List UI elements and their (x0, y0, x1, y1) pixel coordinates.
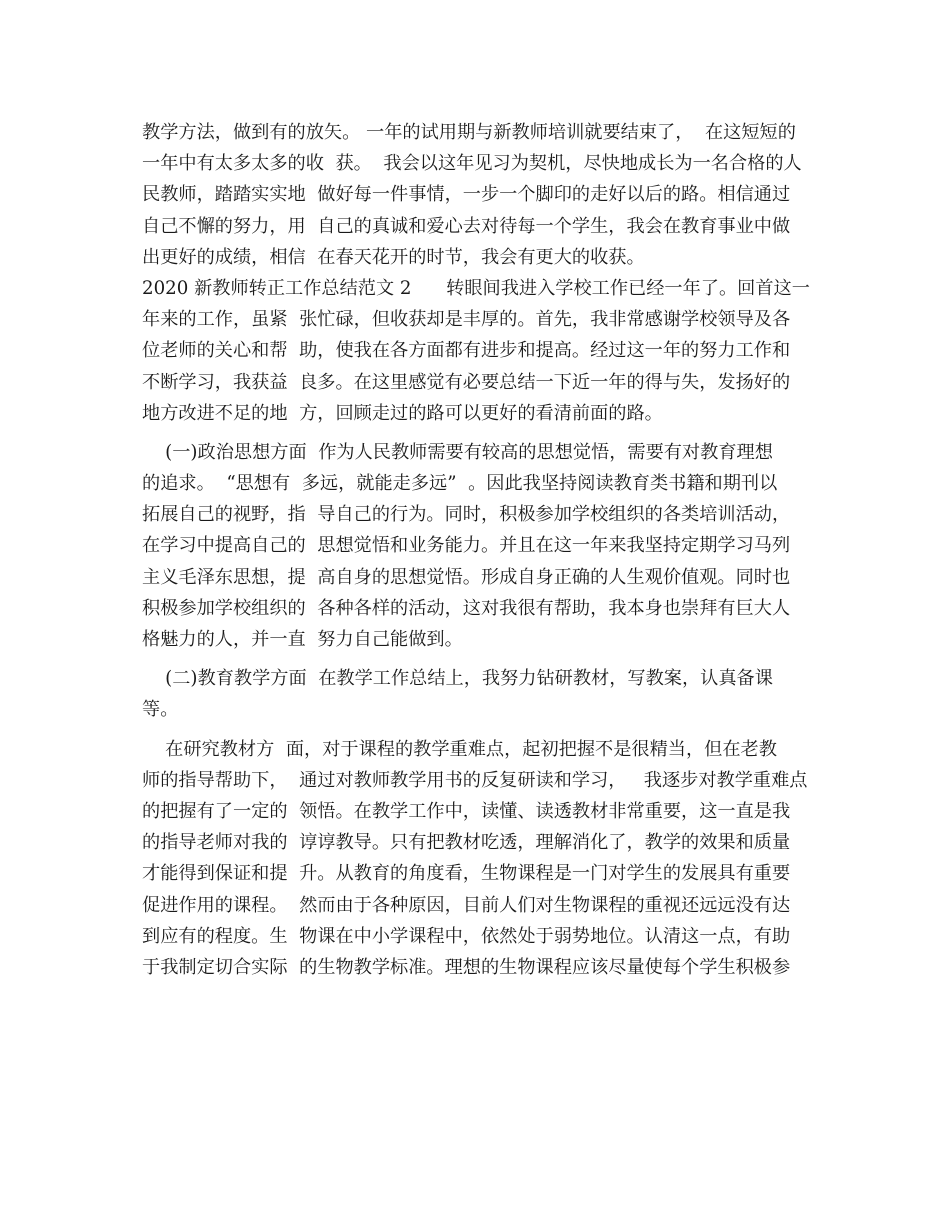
text-line: 地方改进不足的地 方，回顾走过的路可以更好的看清前面的路。 (142, 402, 663, 424)
text-line: 的追求。 “思想有 多远，就能走多远” 。因此我坚持阅读教育类书籍和期刊以 (142, 473, 778, 495)
text-line: 积极参加学校组织的 各种各样的活动，这对我很有帮助，我本身也崇拜有巨大人 (142, 597, 791, 619)
paragraph-gap (142, 726, 822, 734)
text-line: 出更好的成绩，相信 在春天花开的时节，我会有更大的收获。 (142, 246, 645, 268)
paragraph-gap (142, 655, 822, 663)
text-line: 2020 新教师转正工作总结范文 2 转眼间我进入学校工作已经一年了。回首这一 (142, 277, 810, 299)
text-line: (一)政治思想方面 作为人民教师需要有较高的思想觉悟，需要有对教育理想 (142, 441, 773, 463)
text-line: 等。 (142, 699, 179, 721)
text-line: 在学习中提高自己的 思想觉悟和业务能力。并且在这一年来我坚持定期学习马列 (142, 535, 791, 557)
text-line: 一年中有太多太多的收 获。 我会以这年见习为契机，尽快地成长为一名合格的人 (142, 153, 802, 175)
text-line: 民教师，踏踏实实地 做好每一件事情，一步一个脚印的走好以后的路。相信通过 (142, 184, 791, 206)
paragraph-gap (142, 429, 822, 437)
text-line: 格魅力的人，并一直 努力自己能做到。 (142, 629, 463, 650)
text-line: 到应有的程度。生 物课在中小学课程中，依然处于弱势地位。认清这一点，有助 (142, 925, 791, 947)
text-line: 才能得到保证和提 升。从教育的角度看，生物课程是一门对学生的发展具有重要 (142, 863, 791, 885)
text-line: 师的指导帮助下， 通过对教师教学用书的反复研读和学习， 我逐步对教学重难点 (142, 769, 808, 791)
text-line: 的指导老师对我的 谆谆教导。只有把教材吃透，理解消化了，教学的效果和质量 (142, 832, 791, 854)
text-line: 自己不懈的努力，用 自己的真诚和爱心去对待每一个学生，我会在教育事业中做 (142, 215, 791, 237)
text-line: 主义毛泽东思想，提 高自身的思想觉悟。形成自身正确的人生观价值观。同时也 (142, 566, 791, 588)
text-line: (二)教育教学方面 在教学工作总结上，我努力钻研教材，写教案，认真备课 (142, 668, 773, 690)
text-line: 年来的工作，虽紧 张忙碌，但收获却是丰厚的。首先，我非常感谢学校领导及各 (142, 309, 791, 331)
document-body (142, 117, 822, 983)
text-line: 不断学习，我获益 良多。在这里感觉有必要总结一下近一年的得与失，发扬好的 (142, 371, 791, 393)
text-line: 促进作用的课程。 然而由于各种原因，目前人们对生物课程的重视还远远没有达 (142, 894, 791, 916)
text-line: 在研究教材方 面，对于课程的教学重难点，起初把握不是很精当，但在老教 (142, 738, 777, 760)
text-line: 拓展自己的视野，指 导自己的行为。同时，积极参加学校组织的各类培训活动， (142, 504, 791, 526)
text-line: 位老师的关心和帮 助，使我在各方面都有进步和提高。经过这一年的努力工作和 (142, 340, 791, 362)
text-line: 的把握有了一定的 领悟。在教学工作中，读懂、读透教材非常重要，这一直是我 (142, 800, 791, 822)
text-line: 于我制定切合实际 的生物教学标准。理想的生物课程应该尽量使每个学生积极参 (142, 956, 791, 978)
text-line: 教学方法，做到有的放矢。 一年的试用期与新教师培训就要结束了， 在这短短的 (142, 122, 796, 143)
